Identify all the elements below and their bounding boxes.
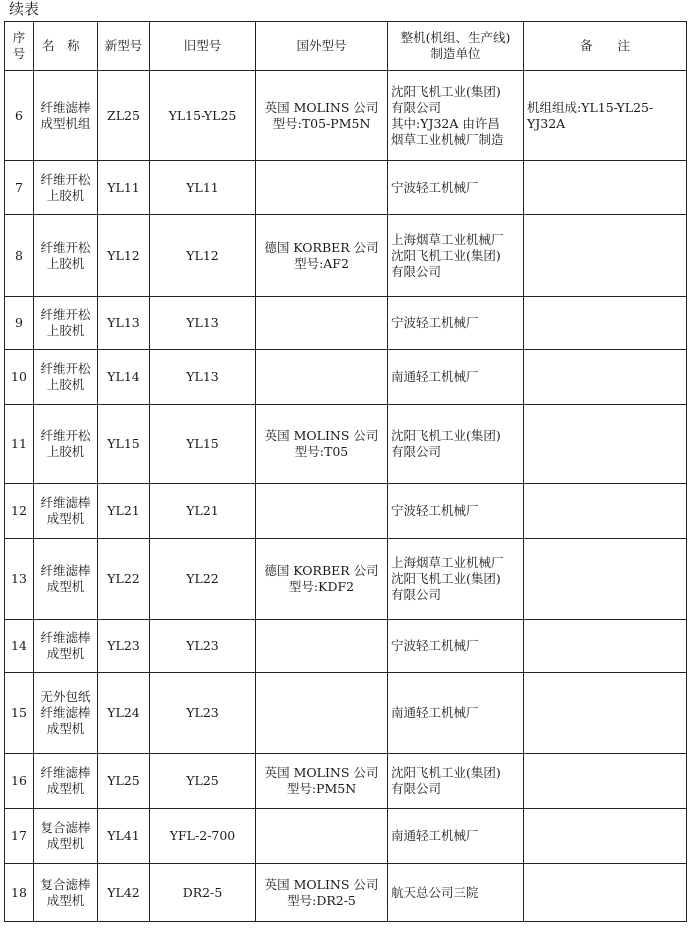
- row-no: 8: [5, 215, 34, 297]
- row-new-model: YL13: [98, 297, 150, 350]
- row-note: [524, 809, 687, 864]
- row-maker: 沈阳飞机工业(集团) 有限公司: [388, 754, 524, 809]
- row-maker: 航天总公司三院: [388, 864, 524, 922]
- row-old-model: YL12: [150, 215, 256, 297]
- header-name: 名 称: [34, 22, 98, 71]
- row-foreign-model: [256, 484, 388, 539]
- row-foreign-model: [256, 620, 388, 673]
- table-row: [5, 809, 687, 864]
- row-no: 14: [5, 620, 34, 673]
- row-note: [524, 215, 687, 297]
- header-old-model: 旧型号: [150, 22, 256, 71]
- row-maker: 上海烟草工业机械厂 沈阳飞机工业(集团) 有限公司: [388, 215, 524, 297]
- row-note: [524, 864, 687, 922]
- row-old-model: YL15: [150, 405, 256, 484]
- row-no: 13: [5, 539, 34, 620]
- row-foreign-model: [256, 297, 388, 350]
- row-note: [524, 405, 687, 484]
- row-name: 纤维开松 上胶机: [34, 405, 98, 484]
- header-row: [5, 22, 687, 71]
- row-maker: 沈阳飞机工业(集团) 有限公司 其中:YJ32A 由许昌 烟草工业机械厂制造: [388, 71, 524, 161]
- row-name: 纤维滤棒 成型机组: [34, 71, 98, 161]
- row-new-model: YL22: [98, 539, 150, 620]
- row-foreign-model: [256, 809, 388, 864]
- row-old-model: YL25: [150, 754, 256, 809]
- row-note: [524, 620, 687, 673]
- row-no: 7: [5, 161, 34, 215]
- row-old-model: YL11: [150, 161, 256, 215]
- row-no: 6: [5, 71, 34, 161]
- row-old-model: YL13: [150, 350, 256, 405]
- row-foreign-model: [256, 673, 388, 754]
- row-name: 纤维开松 上胶机: [34, 215, 98, 297]
- row-name: 纤维滤棒 成型机: [34, 484, 98, 539]
- row-old-model: DR2-5: [150, 864, 256, 922]
- table-row: [5, 161, 687, 215]
- row-maker: 上海烟草工业机械厂 沈阳飞机工业(集团) 有限公司: [388, 539, 524, 620]
- table-caption: 续表: [9, 0, 40, 18]
- row-foreign-model: 德国 KORBER 公司 型号:AF2: [256, 215, 388, 297]
- row-new-model: YL41: [98, 809, 150, 864]
- header-foreign-model: 国外型号: [256, 22, 388, 71]
- row-maker: 南通轻工机械厂: [388, 350, 524, 405]
- table-row: [5, 620, 687, 673]
- row-note: [524, 539, 687, 620]
- row-no: 9: [5, 297, 34, 350]
- table-row: [5, 673, 687, 754]
- row-old-model: YL15-YL25: [150, 71, 256, 161]
- table-row: [5, 864, 687, 922]
- header-note: 备 注: [524, 22, 687, 71]
- table-row: [5, 297, 687, 350]
- row-name: 纤维开松 上胶机: [34, 161, 98, 215]
- table-row: [5, 754, 687, 809]
- row-no: 18: [5, 864, 34, 922]
- row-old-model: YL21: [150, 484, 256, 539]
- row-new-model: YL24: [98, 673, 150, 754]
- row-no: 17: [5, 809, 34, 864]
- row-new-model: YL11: [98, 161, 150, 215]
- row-note: [524, 297, 687, 350]
- row-new-model: YL21: [98, 484, 150, 539]
- row-foreign-model: 英国 MOLINS 公司 型号:DR2-5: [256, 864, 388, 922]
- row-old-model: YFL-2-700: [150, 809, 256, 864]
- row-foreign-model: [256, 350, 388, 405]
- row-note: 机组组成:YL15-YL25- YJ32A: [524, 71, 687, 161]
- row-name: 无外包纸 纤维滤棒 成型机: [34, 673, 98, 754]
- machine-model-table: [4, 21, 687, 922]
- row-new-model: ZL25: [98, 71, 150, 161]
- row-name: 复合滤棒 成型机: [34, 864, 98, 922]
- row-note: [524, 161, 687, 215]
- row-foreign-model: [256, 161, 388, 215]
- row-foreign-model: 德国 KORBER 公司 型号:KDF2: [256, 539, 388, 620]
- row-note: [524, 484, 687, 539]
- row-old-model: YL22: [150, 539, 256, 620]
- row-foreign-model: 英国 MOLINS 公司 型号:T05-PM5N: [256, 71, 388, 161]
- row-no: 12: [5, 484, 34, 539]
- table-row: [5, 539, 687, 620]
- table-row: [5, 215, 687, 297]
- row-new-model: YL15: [98, 405, 150, 484]
- row-maker: 南通轻工机械厂: [388, 673, 524, 754]
- header-no: 序号: [5, 22, 34, 71]
- row-no: 15: [5, 673, 34, 754]
- header-new-model: 新型号: [98, 22, 150, 71]
- row-maker: 宁波轻工机械厂: [388, 620, 524, 673]
- table-row: [5, 484, 687, 539]
- row-new-model: YL12: [98, 215, 150, 297]
- row-new-model: YL42: [98, 864, 150, 922]
- row-new-model: YL14: [98, 350, 150, 405]
- row-no: 11: [5, 405, 34, 484]
- row-foreign-model: 英国 MOLINS 公司 型号:T05: [256, 405, 388, 484]
- row-name: 纤维滤棒 成型机: [34, 539, 98, 620]
- row-maker: 南通轻工机械厂: [388, 809, 524, 864]
- row-name: 纤维开松 上胶机: [34, 297, 98, 350]
- row-note: [524, 350, 687, 405]
- row-no: 16: [5, 754, 34, 809]
- row-old-model: YL13: [150, 297, 256, 350]
- header-maker: 整机(机组、生产线) 制造单位: [388, 22, 524, 71]
- row-name: 纤维滤棒 成型机: [34, 754, 98, 809]
- row-new-model: YL23: [98, 620, 150, 673]
- row-maker: 宁波轻工机械厂: [388, 484, 524, 539]
- row-new-model: YL25: [98, 754, 150, 809]
- table-row: [5, 350, 687, 405]
- row-no: 10: [5, 350, 34, 405]
- table-row: [5, 405, 687, 484]
- row-name: 纤维滤棒 成型机: [34, 620, 98, 673]
- row-name: 复合滤棒 成型机: [34, 809, 98, 864]
- row-old-model: YL23: [150, 673, 256, 754]
- row-name: 纤维开松 上胶机: [34, 350, 98, 405]
- row-foreign-model: 英国 MOLINS 公司 型号:PM5N: [256, 754, 388, 809]
- row-note: [524, 673, 687, 754]
- row-maker: 宁波轻工机械厂: [388, 297, 524, 350]
- row-note: [524, 754, 687, 809]
- row-maker: 宁波轻工机械厂: [388, 161, 524, 215]
- table-row: [5, 71, 687, 161]
- row-maker: 沈阳飞机工业(集团) 有限公司: [388, 405, 524, 484]
- row-old-model: YL23: [150, 620, 256, 673]
